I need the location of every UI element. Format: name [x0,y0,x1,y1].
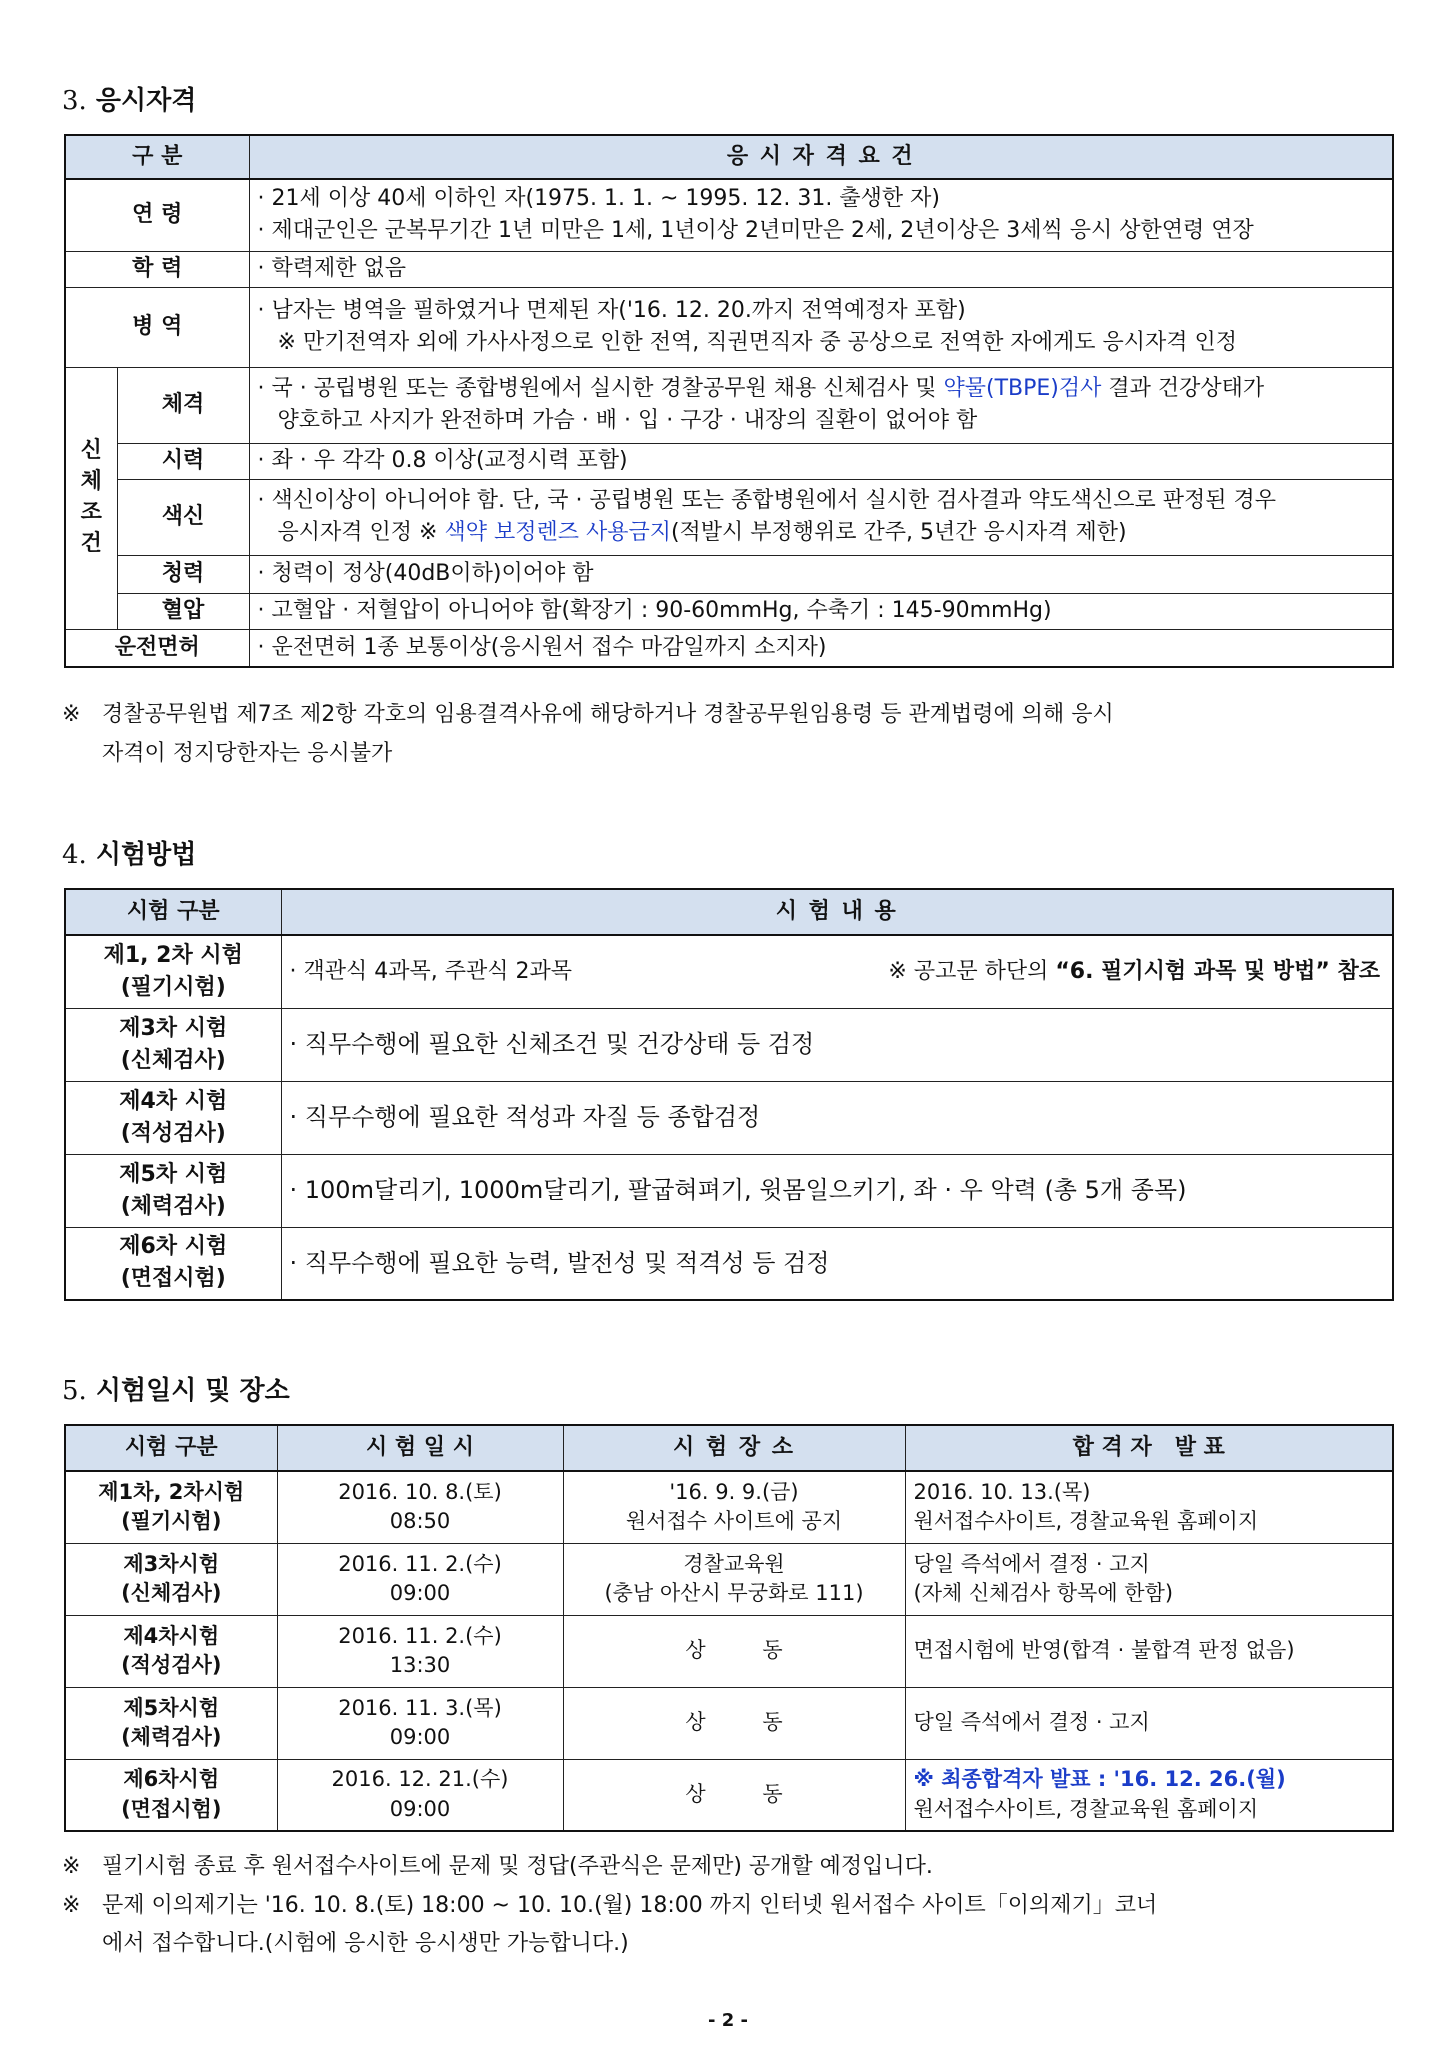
schedule-header-date: 시 험 일 시 [277,1425,563,1471]
physique-requirement: · 국 · 공립병원 또는 종합병원에서 실시한 경찰공무원 채용 신체검사 및 약물(TBPE)검사 결과 건강상태가 양호하고 사지가 완전하며 가슴 · 배 · 입 · 구강 · 내장의 질환이 없어야 함 [249,367,1393,443]
color-vision-requirement: · 색신이상이 아니어야 함. 단, 국 · 공립병원 또는 종합병원에서 실시한 검사결과 약도색신으로 판정된 경우 응시자격 인정 ※ 색약 보정렌즈 사용금지(적발시 부정행위로 간주, 5년간 응시자격 제한) [249,479,1393,555]
section-4-number: 4. [62,840,87,870]
method-header-content: 시 험 내 용 [281,889,1393,935]
age-label: 연 령 [65,179,249,251]
method-row: 제3차 시험 (신체검사) · 직무수행에 필요한 신체조건 및 건강상태 등 검정 [65,1008,1393,1081]
method-row: 제5차 시험 (체력검사) · 100m달리기, 1000m달리기, 팔굽혀펴기, 윗몸일으키기, 좌 · 우 악력 (총 5개 종목) [65,1154,1393,1227]
license-label: 운전면허 [65,629,249,667]
schedule-header-stage: 시험 구분 [65,1425,277,1471]
section-4-label: 시험방법 [95,840,197,870]
education-requirement: · 학력제한 없음 [249,251,1393,287]
body-condition-label: 신 체 조 건 [65,367,117,629]
eligibility-header-requirements: 응 시 자 격 요 건 [249,135,1393,179]
section-5-title [62,1370,290,1407]
method-row: 제4차 시험 (적성검사) · 직무수행에 필요한 적성과 자질 등 종합검정 [65,1081,1393,1154]
section-3-title [62,80,196,117]
schedule-row: 제6차시험 (면접시험) 2016. 12. 21.(수) 09:00 상 동 ※ 최종합격자 발표 : '16. 12. 26.(월) 원서접수사이트, 경찰교육원 홈페이지 [65,1759,1393,1831]
hearing-label: 청력 [117,555,249,593]
section-5-number: 5. [62,1376,87,1406]
vision-requirement: · 좌 · 우 각각 0.8 이상(교정시력 포함) [249,443,1393,479]
exam-method-table [64,888,1394,1301]
schedule-header-place: 시 험 장 소 [563,1425,905,1471]
vision-label: 시력 [117,443,249,479]
schedule-row: 제5차시험 (체력검사) 2016. 11. 3.(목) 09:00 상 동 당일 즉석에서 결정 · 고지 [65,1687,1393,1759]
method-header-stage: 시험 구분 [65,889,281,935]
military-requirement: · 남자는 병역을 필하였거나 면제된 자('16. 12. 20.까지 전역예정자 포함) ※ 만기전역자 외에 가사사정으로 인한 전역, 직권면직자 중 공상으로 전역한 자에게도 응시자격 인정 [249,287,1393,367]
age-requirement: · 21세 이상 40세 이하인 자(1975. 1. 1. ~ 1995. 12. 31. 출생한 자) · 제대군인은 군복무기간 1년 미만은 1세, 1년이상 2년미만은 2세, 2년이상은 3세씩 응시 상한연령 연장 [249,179,1393,251]
color-vision-label: 색신 [117,479,249,555]
hearing-requirement: · 청력이 정상(40dB이하)이어야 함 [249,555,1393,593]
schedule-row: 제1차, 2차시험 (필기시험) 2016. 10. 8.(토) 08:50 '16. 9. 9.(금) 원서접수 사이트에 공지 2016. 10. 13.(목) 원서접수사이트, 경찰교육원 홈페이지 [65,1471,1393,1543]
section-3-number: 3. [62,86,87,116]
blood-pressure-requirement: · 고혈압 · 저혈압이 아니어야 함(확장기 : 90-60mmHg, 수축기 : 145-90mmHg) [249,593,1393,629]
military-label: 병 역 [65,287,249,367]
eligibility-header-category: 구 분 [65,135,249,179]
method-row: 제6차 시험 (면접시험) · 직무수행에 필요한 능력, 발전성 및 적격성 등 검정 [65,1227,1393,1300]
eligibility-table [64,134,1394,668]
schedule-header-announcement: 합 격 자 발 표 [905,1425,1393,1471]
section-3-label: 응시자격 [95,86,197,116]
schedule-row: 제3차시험 (신체검사) 2016. 11. 2.(수) 09:00 경찰교육원 (충남 아산시 무궁화로 111) 당일 즉석에서 결정 · 고지 (자체 신체검사 항목에 한함) [65,1543,1393,1615]
schedule-notes: ※ 필기시험 종료 후 원서접수사이트에 문제 및 정답(주관식은 문제만) 공개할 예정입니다. ※ 문제 이의제기는 '16. 10. 8.(토) 18:00 ~ 10. 10.(월) 18:00 까지 인터넷 원서접수 사이트「이의제기」코너 에서 접수합니다.(시험에 응시한 응시생만 가능합니다.) [62,1854,1158,1956]
exam-schedule-table [64,1424,1394,1832]
section-4-title [62,834,196,871]
page-number: - 2 - [708,2010,748,2031]
education-label: 학 력 [65,251,249,287]
physique-label: 체격 [117,367,249,443]
license-requirement: · 운전면허 1종 보통이상(응시원서 접수 마감일까지 소지자) [249,629,1393,667]
blood-pressure-label: 혈압 [117,593,249,629]
section-5-label: 시험일시 및 장소 [95,1376,290,1406]
eligibility-note: ※ 경찰공무원법 제7조 제2항 각호의 임용결격사유에 해당하거나 경찰공무원임용령 등 관계법령에 의해 응시 자격이 정지당한자는 응시불가 [62,702,1114,766]
method-row: 제1, 2차 시험 (필기시험) · 객관식 4과목, 주관식 2과목 ※ 공고문 하단의 “6. 필기시험 과목 및 방법” 참조 [65,935,1393,1008]
schedule-row: 제4차시험 (적성검사) 2016. 11. 2.(수) 13:30 상 동 면접시험에 반영(합격 · 불합격 판정 없음) [65,1615,1393,1687]
